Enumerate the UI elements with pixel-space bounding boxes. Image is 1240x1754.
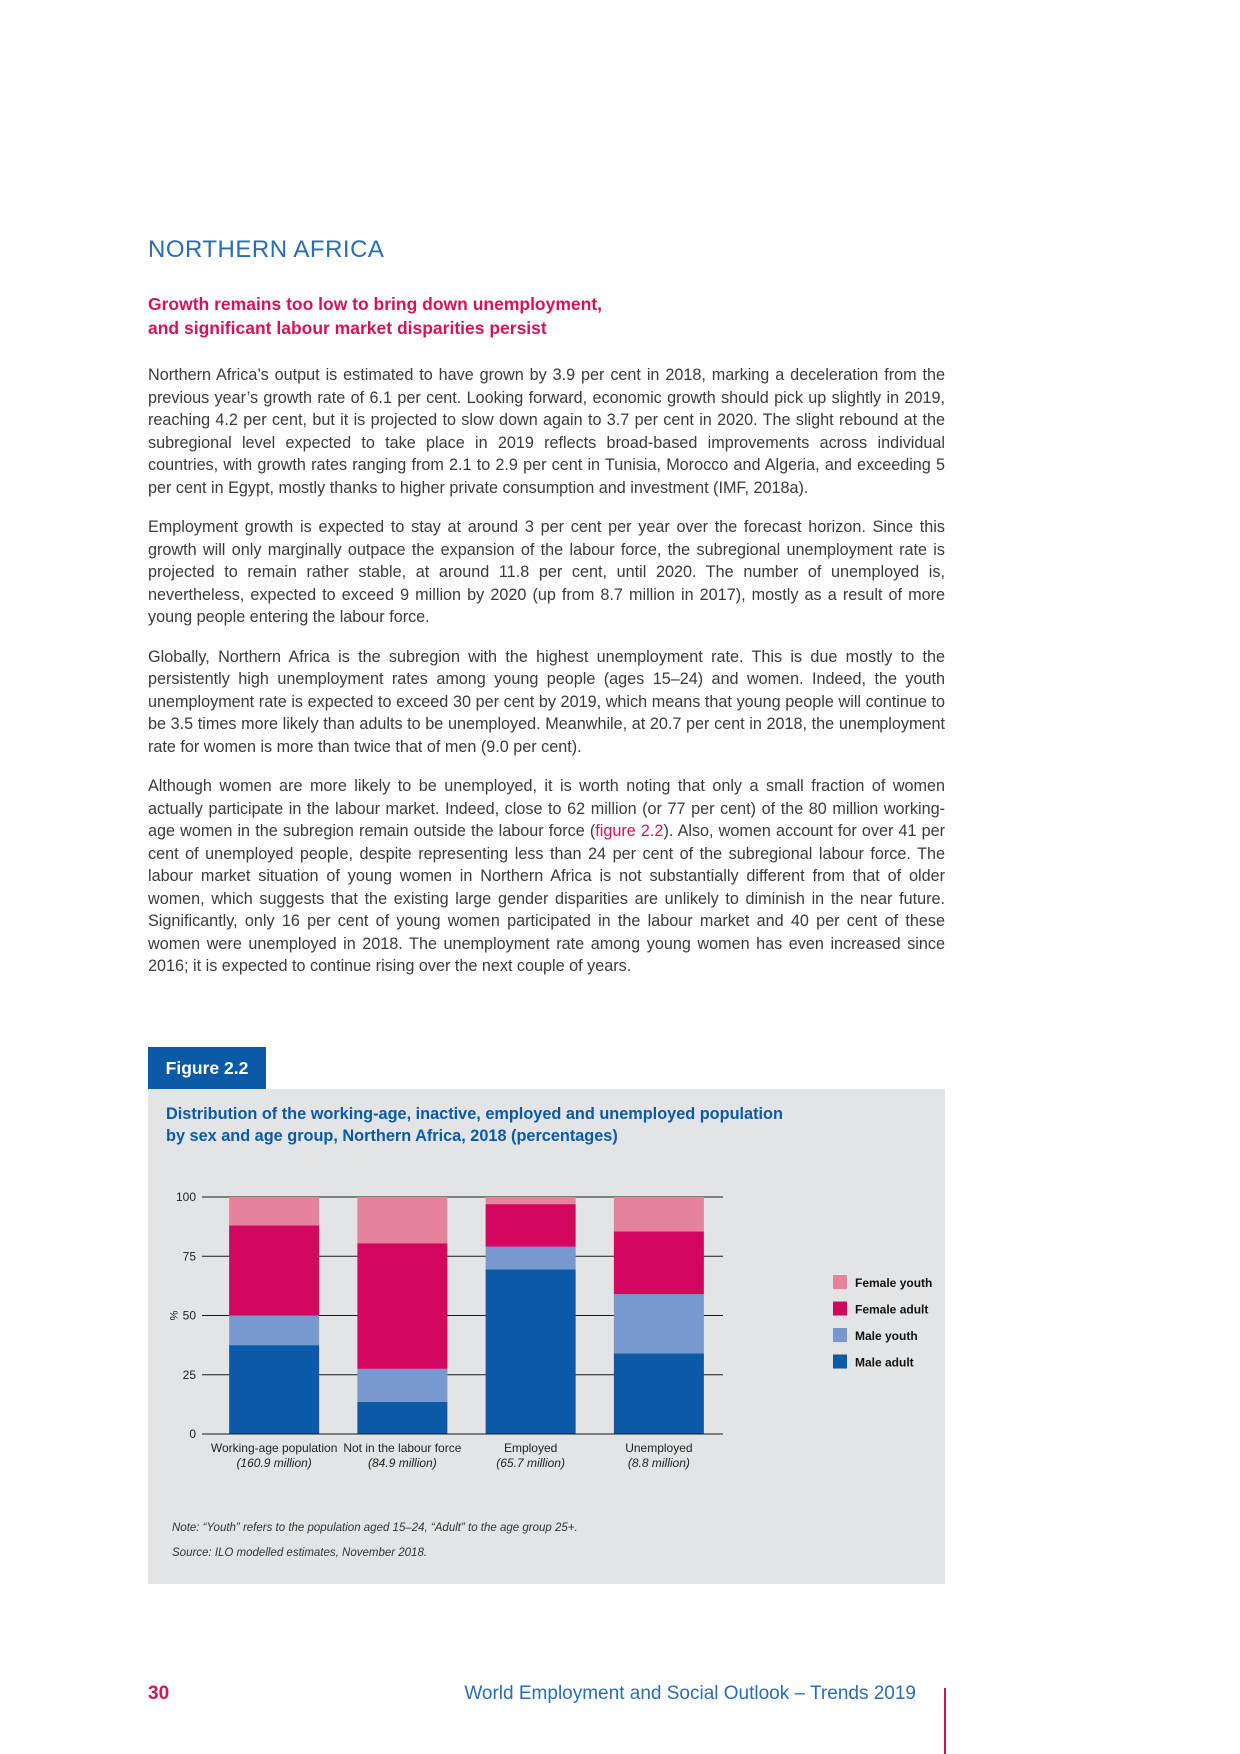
paragraph-4-part-b: ). Also, women account for over 41 per cent of unemployed people, despite representing less than 24 per cent of the subregional labour force. The labour market situation of young women in Northern Africa is not substantially different from that of older women, which suggests that the existing large gender disparities are unlikely to diminish in the near future. Significantly, only 16 per cent of young women participated in the labour market and 40 per cent of these women were unemployed in 2018. The unemployment rate among young women has even increased since 2016; it is expected to continue rising over the next couple of years. (148, 822, 946, 975)
legend-label-female-adult: Female adult (855, 1302, 929, 1317)
stacked-bar-chart (148, 1089, 945, 1489)
x-category-label: Employed (503, 1441, 558, 1455)
x-category-sublabel: (160.9 million) (236, 1456, 312, 1470)
paragraph-4 (148, 775, 945, 978)
bar-female-adult-2 (486, 1204, 576, 1247)
paragraph-2: Employment growth is expected to stay at around 3 per cent per year over the forecast horizon. Since this growth will only marginally outpace the expansion of the labour force, the subregional unemployment rate is projected to remain rather stable, at around 11.8 per cent, until 2020. The number of unemployed is, nevertheless, expected to exceed 9 million by 2020 (up from 8.7 million in 2017), mostly as a result of more young people entering the labour force. (148, 518, 945, 626)
y-tick-label-0: 0 (189, 1427, 196, 1441)
y-tick-label-50: 50 (182, 1308, 196, 1323)
bar-male-adult-1 (357, 1402, 447, 1434)
legend-swatch-female-adult (833, 1302, 847, 1316)
x-category-sublabel: (84.9 million) (368, 1456, 437, 1470)
bar-female-adult-0 (229, 1225, 319, 1315)
x-category-sublabel: (8.8 million) (627, 1456, 690, 1470)
figure-caption-line-2: by sex and age group, Northern Africa, 2018 (percentages) (166, 1127, 618, 1145)
y-tick-label-75: 75 (182, 1249, 196, 1264)
bar-male-youth-0 (229, 1316, 319, 1346)
publication-title: World Employment and Social Outlook – Trends 2019 (464, 1683, 916, 1704)
body-text (148, 364, 945, 995)
bar-male-youth-1 (357, 1369, 447, 1402)
y-tick-label-25: 25 (182, 1367, 196, 1382)
subheading-line-2: and significant labour market disparities persist (148, 318, 547, 338)
legend-swatch-female-youth (833, 1275, 847, 1289)
section-title: NORTHERN AFRICA (148, 236, 385, 263)
x-category-label: Not in the labour force (343, 1441, 462, 1455)
legend-label-female-youth: Female youth (855, 1276, 933, 1290)
bar-male-adult-0 (229, 1345, 319, 1434)
figure-note: Note: “Youth” refers to the population aged 15–24, “Adult” to the age group 25+. (172, 1522, 578, 1534)
bar-female-youth-0 (229, 1197, 319, 1225)
bar-male-adult-2 (486, 1269, 576, 1434)
bar-female-youth-3 (614, 1197, 704, 1231)
paragraph-1: Northern Africa’s output is estimated to have grown by 3.9 per cent in 2018, marking a deceleration from the previous year’s growth rate of 6.1 per cent. Looking forward, economic growth should pick up slightly in 2019, reaching 4.2 per cent, but it is projected to slow down again to 3.7 per cent in 2020. The slight rebound at the subregional level expected to take place in 2019 reflects broad-based improvements across individual countries, with growth rates ranging from 2.1 to 2.9 per cent in Tunisia, Morocco and Algeria, and exceeding 5 per cent in Egypt, mostly thanks to higher private consumption and investment (IMF, 2018a). (148, 366, 945, 497)
bar-female-adult-1 (357, 1243, 447, 1369)
bar-male-youth-3 (614, 1294, 704, 1353)
figure-source: Source: ILO modelled estimates, November 2018. (172, 1547, 428, 1559)
figure-label: Figure 2.2 (148, 1047, 266, 1089)
x-category-label: Working-age population (210, 1441, 338, 1455)
x-category-sublabel: (65.7 million) (496, 1456, 565, 1470)
bar-female-youth-1 (357, 1197, 447, 1243)
figure-caption-line-1: Distribution of the working-age, inactive, employed and unemployed population (166, 1105, 783, 1123)
legend-label-male-adult: Male adult (855, 1355, 914, 1370)
figure-panel (148, 1089, 945, 1584)
paragraph-4-part-a: Although women are more likely to be unemployed, it is worth noting that only a small fraction of women actually participate in the labour market. Indeed, close to 62 million (or 77 per cent) of the 80 million working-age women in the subregion remain outside the labour force ( (148, 777, 945, 840)
y-axis-label: % (167, 1310, 179, 1321)
bar-male-youth-2 (486, 1247, 576, 1270)
subheading-line-1: Growth remains too low to bring down unemployment, (148, 294, 603, 314)
x-category-label: Unemployed (625, 1441, 693, 1455)
y-tick-label-100: 100 (175, 1190, 196, 1204)
paragraph-3: Globally, Northern Africa is the subregion with the highest unemployment rate. This is due mostly to the persistently high unemployment rates among young people (ages 15–24) and women. Indeed, the youth unemployment rate is expected to exceed 30 per cent by 2019, which means that young people will continue to be 3.5 times more likely than adults to be unemployed. Meanwhile, at 20.7 per cent in 2018, the unemployment rate for women is more than twice that of men (9.0 per cent). (148, 647, 945, 756)
bar-male-adult-3 (614, 1353, 704, 1434)
legend-swatch-male-adult (833, 1355, 847, 1369)
page-number: 30 (148, 1683, 170, 1704)
legend-swatch-male-youth (833, 1328, 847, 1342)
subheading (148, 292, 868, 340)
legend-label-male-youth: Male youth (855, 1329, 918, 1343)
figure-link[interactable]: figure 2.2 (595, 822, 664, 840)
bar-female-youth-2 (486, 1197, 576, 1204)
footer-divider (944, 1688, 946, 1754)
bar-female-adult-3 (614, 1231, 704, 1294)
